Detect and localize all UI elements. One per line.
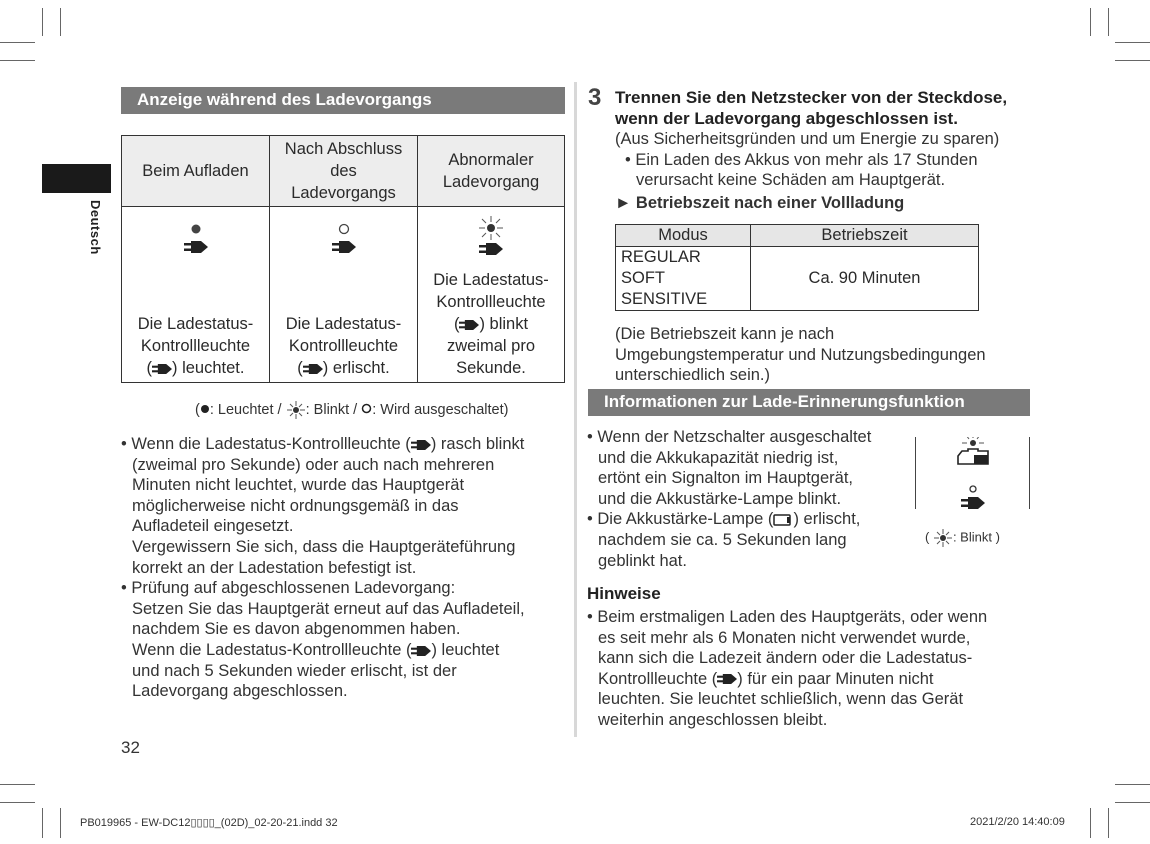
crop-mark: [42, 808, 43, 838]
crop-mark: [1115, 784, 1150, 785]
plug-icon: [411, 438, 431, 452]
section-title-charging-display: Anzeige während des Ladevorgangs: [121, 87, 565, 114]
language-label: Deutsch: [88, 200, 103, 255]
header-abnormal: Abnormaler Ladevorgang: [418, 136, 565, 207]
column-divider: [574, 82, 577, 737]
plug-icon: [152, 362, 172, 376]
crop-mark: [0, 42, 35, 43]
cell-abnormal: Die Ladestatus- Kontrollleuchte ( ) blinkt zweimal pro Sekunde.: [418, 207, 565, 383]
off-circle-icon: [361, 403, 372, 414]
reminder-bullets: [587, 427, 907, 571]
reminder-bullet-1: • Wenn der Netzschalter ausgeschaltet und die Akkukapazität niedrig ist, ertönt ein Signalton im Hauptgerät, und die Akkustärke-Lampe blinkt.: [587, 428, 872, 508]
battery-blink-plug-icon: [916, 437, 1029, 509]
header-runtime: Betriebszeit: [751, 225, 979, 247]
blink-icon: [933, 528, 953, 548]
lit-dot-icon: [200, 404, 210, 414]
section-title-reminder: Informationen zur Lade-Erinnerungsfunktion: [588, 389, 1030, 416]
crop-mark: [1108, 808, 1109, 838]
header-mode: Modus: [616, 225, 751, 247]
footer-file-info: PB019965 - EW-DC12▯▯▯▯_(02D)_02-20-21.indd 32: [80, 817, 338, 829]
crop-mark: [1090, 8, 1091, 36]
notes-heading: Hinweise: [587, 584, 661, 603]
blink-icon: [286, 400, 306, 420]
plug-icon: [303, 362, 323, 376]
indicator-legend: ( : Leuchtet / : Blinkt / : Wird ausgeschaltet): [195, 400, 508, 420]
page-number: 32: [121, 738, 140, 757]
note-item: • Beim erstmaligen Laden des Hauptgeräts, oder wenn es seit mehr als 6 Monaten nicht verwendet wurde, kann sich die Ladezeit ändern oder die Ladestatus- Kontrollleuchte ( ) für ein paar Minuten nicht leuchten. Sie leuchtet schließlich, wenn das Gerät weiterhin angeschlossen bleibt.: [587, 608, 988, 729]
crop-mark: [1108, 8, 1109, 36]
reminder-legend: ( : Blinkt ): [925, 528, 1000, 548]
step-number: 3: [588, 84, 602, 111]
mode-list: REGULAR SOFT SENSITIVE: [616, 247, 751, 311]
header-charging: Beim Aufladen: [122, 136, 270, 207]
plug-icon: [459, 318, 479, 332]
blink-indicator-icon: [418, 215, 564, 265]
bullet-fast-blink: • Wenn die Ladestatus-Kontrollleuchte ( ) rasch blinkt (zweimal pro Sekunde) oder auch nach mehreren Minuten nicht leuchtet, wurde das Hauptgerät möglicherweise nicht ordnungsgemäß in das Aufladeteil eingesetzt. Vergewissern Sie sich, dass die Hauptgeräteführung korrekt an der Ladestation befestigt ist.: [121, 435, 525, 577]
bullet-check-complete: • Prüfung auf abgeschlossenen Ladevorgang: Setzen Sie das Hauptgerät erneut auf das Aufladeteil, nachdem Sie es davon abgenommen haben. Wenn die Ladestatus-Kontrollleuchte ( ) leuchtet und nach 5 Sekunden wieder erlischt, ist der Ladevorgang abgeschlossen.: [121, 579, 525, 701]
runtime-value: Ca. 90 Minuten: [751, 247, 979, 311]
runtime-heading: ► Betriebszeit nach einer Vollladung: [615, 193, 905, 212]
reminder-illustration: [915, 437, 1030, 509]
crop-mark: [1115, 60, 1150, 61]
header-complete: Nach Abschluss des Ladevorgangs: [270, 136, 418, 207]
crop-mark: [1090, 808, 1091, 838]
crop-mark: [42, 8, 43, 36]
lit-indicator-icon: [122, 221, 269, 267]
off-indicator-icon: [270, 221, 417, 267]
left-bullets: [121, 434, 571, 702]
footer-timestamp: 2021/2/20 14:40:09: [970, 816, 1065, 828]
crop-mark: [1115, 802, 1150, 803]
runtime-note: (Die Betriebszeit kann je nach Umgebungstemperatur und Nutzungsbedingungen unterschiedlich sein.): [615, 325, 986, 385]
crop-mark: [1115, 42, 1150, 43]
crop-mark: [0, 60, 35, 61]
crop-mark: [0, 784, 35, 785]
crop-mark: [60, 8, 61, 36]
runtime-table: [615, 224, 979, 311]
battery-icon: [773, 514, 793, 526]
notes-body: [587, 607, 1032, 731]
step-bullet: • Ein Laden des Akkus von mehr als 17 Stunden verursacht keine Schäden am Hauptgerät.: [625, 150, 978, 190]
reminder-bullet-2: • Die Akkustärke-Lampe ( ) erlischt, nachdem sie ca. 5 Sekunden lang geblinkt hat.: [587, 510, 861, 570]
step-title: Trennen Sie den Netzstecker von der Steckdose, wenn der Ladevorgang abgeschlossen ist.: [615, 88, 1008, 128]
cell-complete: Die Ladestatus- Kontrollleuchte ( ) erlischt.: [270, 207, 418, 383]
crop-mark: [60, 808, 61, 838]
crop-mark: [0, 802, 35, 803]
step-note: (Aus Sicherheitsgründen und um Energie zu sparen): [615, 130, 1000, 148]
plug-icon: [717, 672, 737, 686]
language-tab: [42, 164, 111, 193]
charging-status-table: [121, 135, 565, 383]
step-details: [615, 129, 1035, 213]
cell-charging: Die Ladestatus- Kontrollleuchte ( ) leuchtet.: [122, 207, 270, 383]
plug-icon: [411, 644, 431, 658]
